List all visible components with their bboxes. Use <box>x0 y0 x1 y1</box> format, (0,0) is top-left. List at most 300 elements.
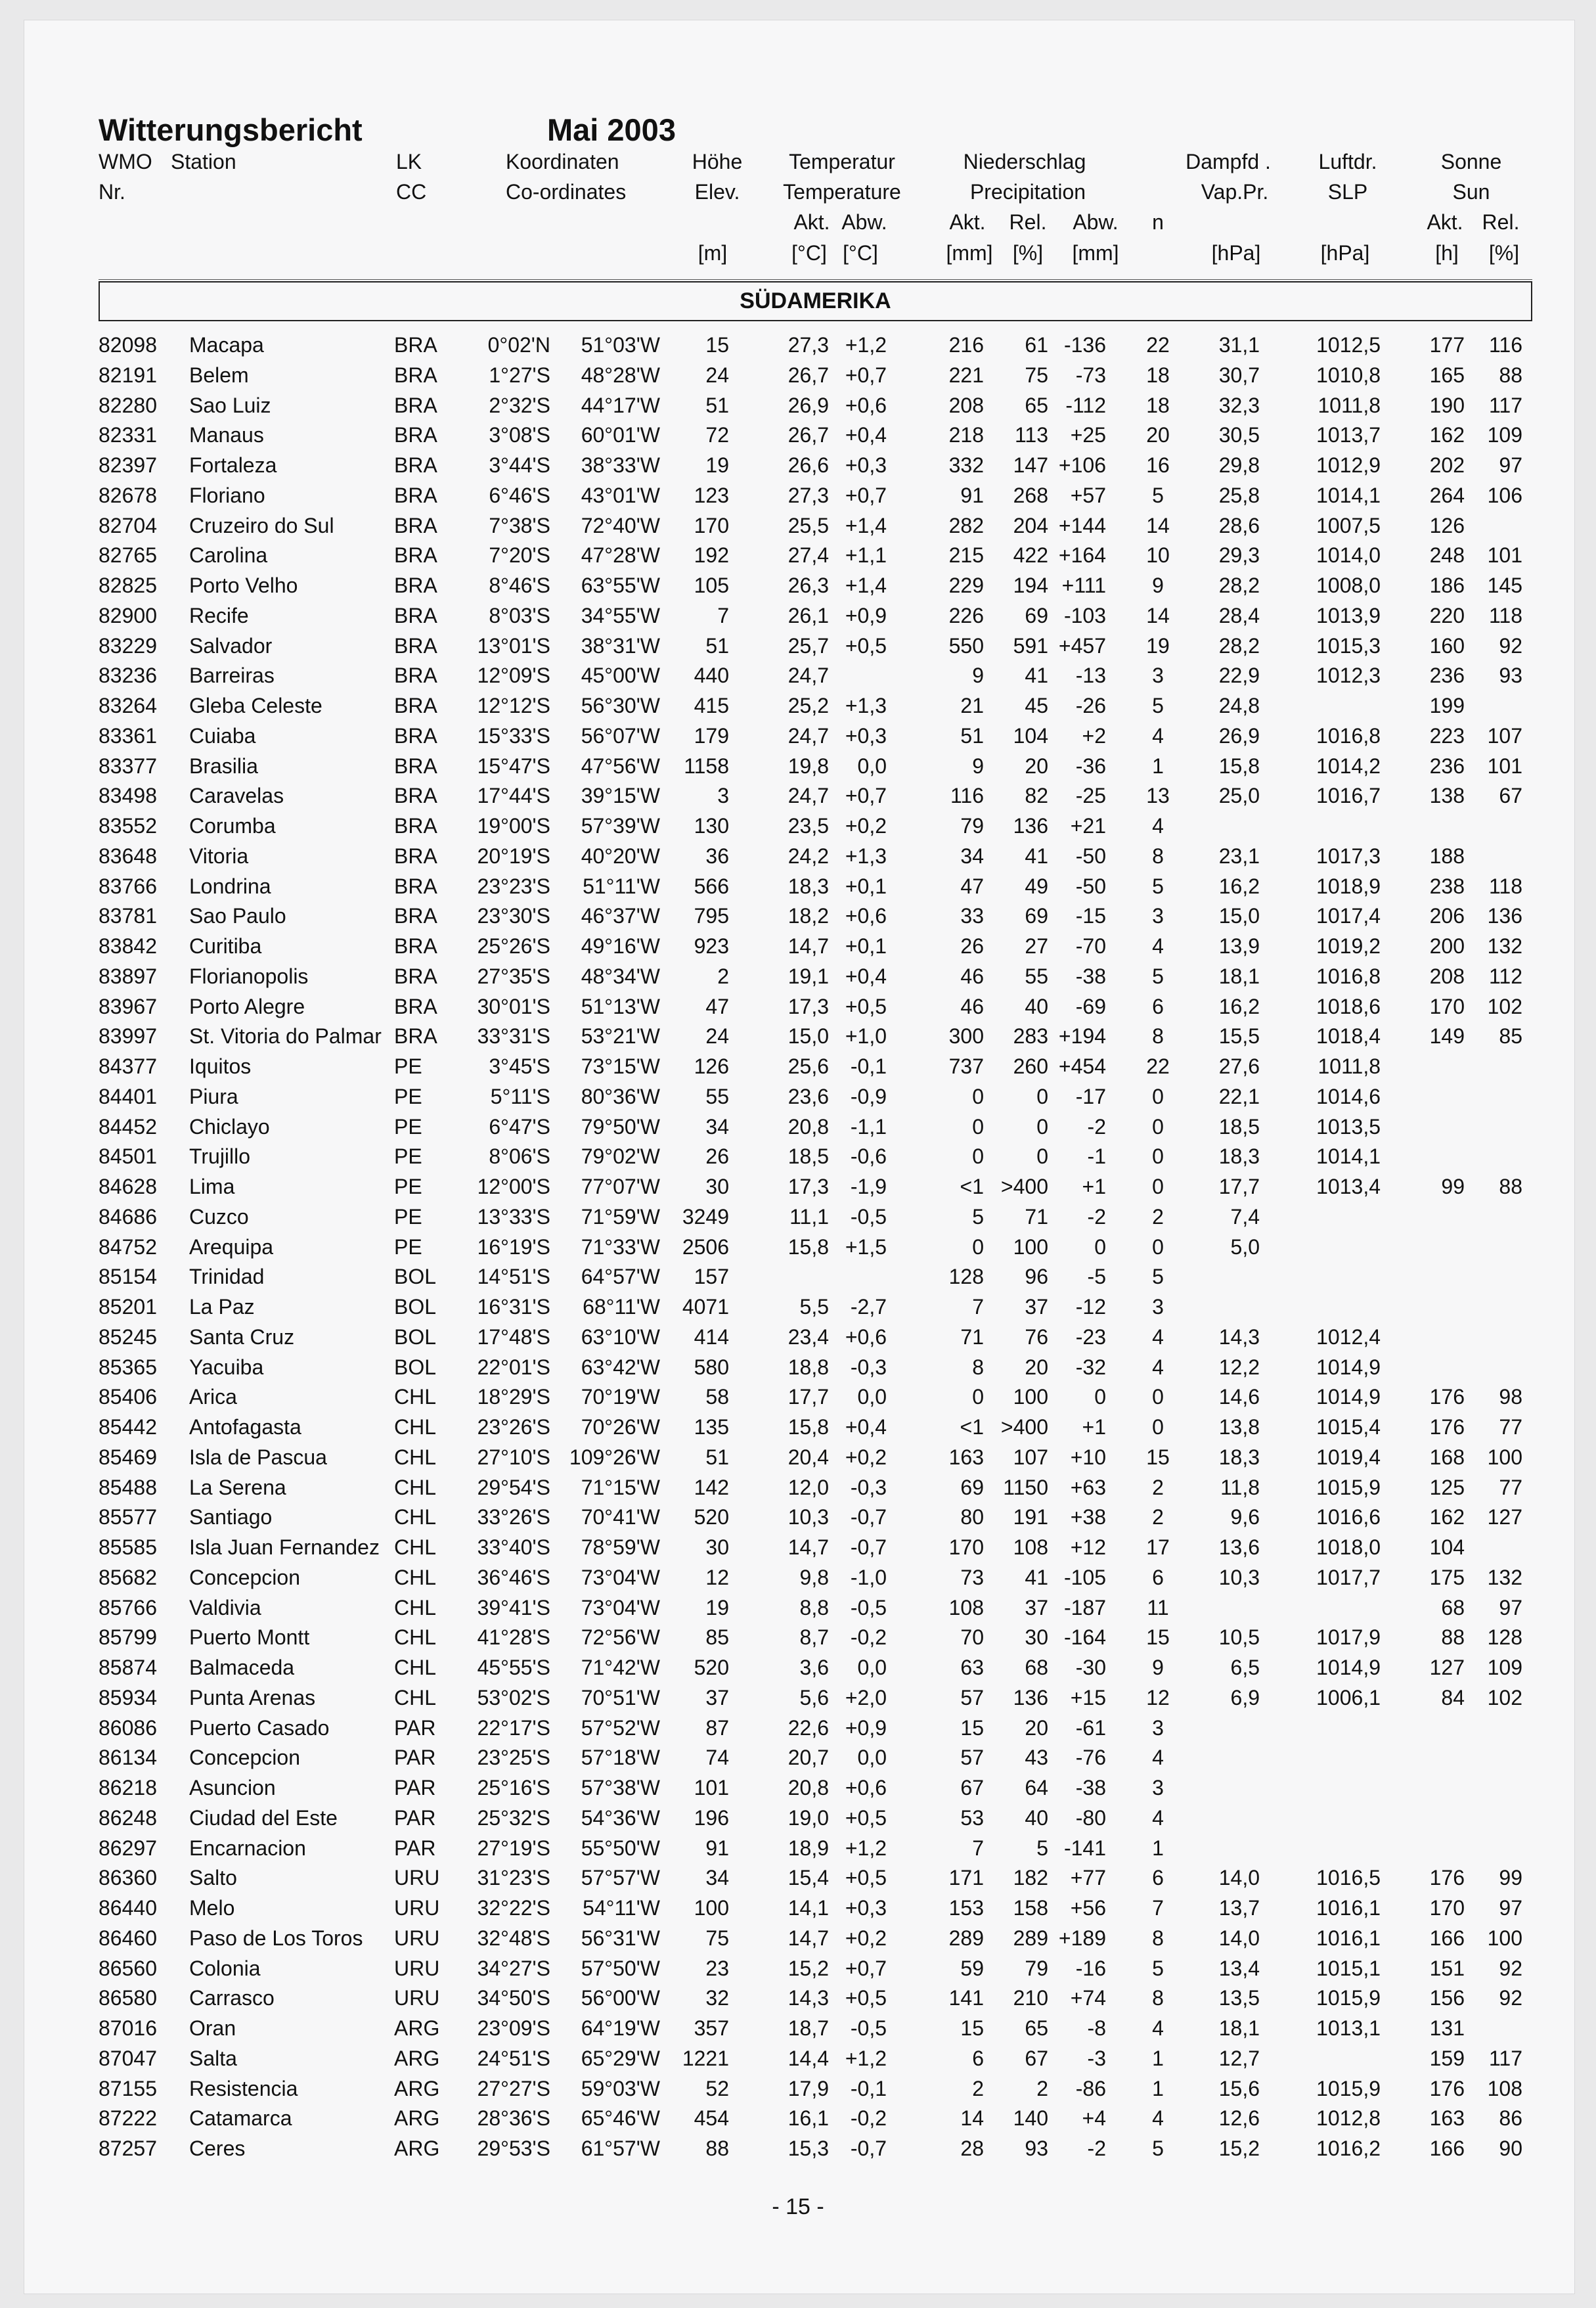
cell-country-code: BRA <box>394 603 437 627</box>
cell-sun-relative: 100 <box>1487 1445 1522 1469</box>
header-niederschlag: Niederschlag <box>963 150 1086 173</box>
cell-prec-deviation: -187 <box>1063 1595 1106 1619</box>
cell-longitude: 70°26'W <box>581 1415 660 1439</box>
cell-prec-actual: 128 <box>948 1265 984 1289</box>
cell-country-code: CHL <box>394 1595 437 1619</box>
cell-prec-relative: 194 <box>1013 574 1048 597</box>
cell-prec-relative: 76 <box>1025 1324 1048 1349</box>
cell-sun-actual: 206 <box>1429 904 1465 928</box>
cell-latitude: 33°31'S <box>477 1024 550 1049</box>
cell-wmo-number: 85766 <box>99 1595 157 1619</box>
cell-sun-relative: 97 <box>1499 1595 1522 1619</box>
cell-latitude: 23°30'S <box>477 904 550 928</box>
cell-sun-relative: 101 <box>1487 754 1522 778</box>
cell-latitude: 53°02'S <box>477 1685 550 1709</box>
cell-country-code: CHL <box>394 1415 437 1439</box>
cell-sun-relative: 100 <box>1487 1926 1522 1950</box>
cell-prec-actual: 46 <box>960 964 984 988</box>
table-row <box>0 811 1596 841</box>
cell-prec-deviation: -25 <box>1075 784 1106 808</box>
cell-prec-days: 4 <box>1152 723 1164 748</box>
cell-latitude: 3°08'S <box>489 423 550 447</box>
cell-vapour-pressure: 29,8 <box>1218 453 1260 477</box>
cell-prec-actual: 53 <box>960 1805 984 1830</box>
cell-wmo-number: 86248 <box>99 1805 157 1830</box>
cell-temp-deviation: +0,6 <box>845 393 887 417</box>
cell-vapour-pressure: 15,2 <box>1218 2137 1260 2160</box>
cell-elevation: 51 <box>705 1445 729 1469</box>
cell-vapour-pressure: 28,2 <box>1218 633 1260 658</box>
cell-wmo-number: 82397 <box>99 453 157 477</box>
cell-latitude: 17°44'S <box>477 784 550 808</box>
header-unit-h: [h] <box>1435 241 1459 265</box>
cell-temp-deviation: +0,4 <box>845 964 887 988</box>
cell-prec-relative: 20 <box>1025 754 1048 778</box>
header-dampfdruck: Dampfd . <box>1186 150 1271 173</box>
cell-prec-deviation: -2 <box>1087 2137 1106 2160</box>
table-row <box>0 1202 1596 1232</box>
cell-station-name: Porto Alegre <box>189 994 305 1018</box>
cell-station-name: Santa Cruz <box>189 1324 295 1349</box>
cell-elevation: 72 <box>705 423 729 447</box>
cell-vapour-pressure: 14,6 <box>1218 1385 1260 1409</box>
cell-sun-actual: 125 <box>1429 1475 1465 1499</box>
cell-temp-deviation: -0,1 <box>850 2076 887 2100</box>
header-nr: Nr. <box>99 180 125 204</box>
cell-latitude: 29°54'S <box>477 1475 550 1499</box>
cell-temp-actual: 24,7 <box>787 664 829 688</box>
cell-prec-deviation: +1 <box>1082 1175 1106 1198</box>
cell-latitude: 23°26'S <box>477 1415 550 1439</box>
cell-temp-deviation: -0,7 <box>850 1535 887 1559</box>
cell-elevation: 15 <box>705 333 729 357</box>
cell-longitude: 71°33'W <box>581 1234 660 1259</box>
cell-sun-actual: 220 <box>1429 603 1465 627</box>
cell-prec-days: 0 <box>1152 1415 1164 1439</box>
cell-prec-deviation: +194 <box>1058 1024 1106 1049</box>
cell-sea-level-pressure: 1014,9 <box>1316 1656 1381 1679</box>
cell-temp-deviation: +1,5 <box>845 1234 887 1259</box>
cell-sun-actual: 170 <box>1429 994 1465 1018</box>
cell-wmo-number: 86134 <box>99 1746 157 1770</box>
cell-elevation: 58 <box>705 1385 729 1409</box>
cell-prec-relative: 61 <box>1025 333 1048 357</box>
cell-prec-relative: >400 <box>1000 1415 1048 1439</box>
cell-prec-relative: 210 <box>1013 1986 1048 2010</box>
cell-prec-actual: 91 <box>960 483 984 507</box>
cell-wmo-number: 82704 <box>99 513 157 537</box>
cell-elevation: 923 <box>694 934 729 958</box>
cell-wmo-number: 85934 <box>99 1685 157 1709</box>
cell-prec-deviation: -5 <box>1087 1265 1106 1289</box>
cell-country-code: BRA <box>394 844 437 868</box>
table-row <box>0 1322 1596 1352</box>
cell-prec-actual: 170 <box>948 1535 984 1559</box>
cell-sun-relative: 145 <box>1487 574 1522 597</box>
cell-longitude: 72°56'W <box>581 1625 660 1650</box>
cell-temp-actual: 18,3 <box>787 874 829 898</box>
cell-country-code: PE <box>394 1234 422 1259</box>
cell-prec-relative: 107 <box>1013 1445 1048 1469</box>
cell-station-name: Melo <box>189 1896 235 1920</box>
cell-sun-relative: 132 <box>1487 934 1522 958</box>
cell-prec-deviation: +4 <box>1082 2106 1106 2131</box>
cell-prec-actual: 7 <box>972 1295 984 1319</box>
cell-temp-deviation: +1,0 <box>845 1024 887 1049</box>
cell-longitude: 61°57'W <box>581 2137 660 2160</box>
cell-prec-days: 5 <box>1152 694 1164 717</box>
cell-longitude: 38°33'W <box>581 453 660 477</box>
cell-vapour-pressure: 29,3 <box>1218 543 1260 568</box>
cell-prec-days: 8 <box>1152 1024 1164 1049</box>
cell-temp-actual: 17,3 <box>787 1175 829 1198</box>
cell-prec-days: 1 <box>1152 754 1164 778</box>
cell-vapour-pressure: 28,2 <box>1218 574 1260 597</box>
cell-prec-days: 3 <box>1152 1295 1164 1319</box>
cell-wmo-number: 83897 <box>99 964 157 988</box>
cell-station-name: Floriano <box>189 483 265 507</box>
cell-longitude: 68°11'W <box>583 1295 660 1319</box>
cell-temp-actual: 24,7 <box>787 784 829 808</box>
cell-wmo-number: 82825 <box>99 574 157 597</box>
cell-temp-actual: 14,3 <box>787 1986 829 2010</box>
cell-prec-deviation: +2 <box>1082 723 1106 748</box>
cell-prec-days: 4 <box>1152 1355 1164 1379</box>
cell-latitude: 6°47'S <box>489 1114 550 1139</box>
cell-longitude: 70°41'W <box>581 1505 660 1529</box>
cell-vapour-pressure: 6,9 <box>1230 1685 1260 1709</box>
cell-country-code: CHL <box>394 1475 437 1499</box>
cell-wmo-number: 83997 <box>99 1024 157 1049</box>
cell-wmo-number: 86297 <box>99 1836 157 1860</box>
cell-prec-days: 5 <box>1152 2137 1164 2160</box>
cell-sun-actual: 126 <box>1429 513 1465 537</box>
cell-prec-relative: 68 <box>1025 1656 1048 1679</box>
table-row <box>0 751 1596 781</box>
cell-country-code: PE <box>394 1114 422 1139</box>
cell-elevation: 415 <box>694 694 729 717</box>
cell-latitude: 2°32'S <box>489 393 550 417</box>
table-row <box>0 1141 1596 1171</box>
cell-country-code: BOL <box>394 1355 437 1379</box>
cell-longitude: 65°46'W <box>581 2106 660 2131</box>
cell-station-name: Arica <box>189 1385 237 1409</box>
cell-vapour-pressure: 13,6 <box>1218 1535 1260 1559</box>
cell-country-code: PE <box>394 1204 422 1229</box>
cell-country-code: CHL <box>394 1625 437 1650</box>
cell-prec-actual: 15 <box>960 2016 984 2040</box>
table-row <box>0 2043 1596 2073</box>
cell-wmo-number: 83264 <box>99 694 157 717</box>
header-unit-hpa1: [hPa] <box>1211 241 1261 265</box>
cell-prec-days: 22 <box>1146 1054 1170 1078</box>
cell-prec-actual: 108 <box>948 1595 984 1619</box>
cell-prec-deviation: -16 <box>1075 1956 1106 1980</box>
cell-prec-days: 15 <box>1146 1625 1170 1650</box>
table-row <box>0 1803 1596 1833</box>
cell-elevation: 91 <box>705 1836 729 1860</box>
cell-latitude: 36°46'S <box>477 1565 550 1589</box>
cell-wmo-number: 83361 <box>99 723 157 748</box>
cell-vapour-pressure: 27,6 <box>1218 1054 1260 1078</box>
cell-prec-days: 5 <box>1152 1265 1164 1289</box>
cell-sea-level-pressure: 1016,6 <box>1316 1505 1381 1529</box>
cell-country-code: BRA <box>394 694 437 717</box>
cell-temp-actual: 26,1 <box>787 603 829 627</box>
cell-temp-deviation: +0,7 <box>845 363 887 387</box>
cell-sun-actual: 160 <box>1429 633 1465 658</box>
cell-longitude: 43°01'W <box>581 483 660 507</box>
cell-sun-actual: 166 <box>1429 1926 1465 1950</box>
cell-temp-deviation: +0,2 <box>845 1445 887 1469</box>
cell-prec-days: 2 <box>1152 1204 1164 1229</box>
cell-elevation: 30 <box>705 1535 729 1559</box>
cell-elevation: 74 <box>705 1746 729 1770</box>
cell-country-code: BOL <box>394 1265 437 1289</box>
cell-vapour-pressure: 15,6 <box>1218 2076 1260 2100</box>
cell-sea-level-pressure: 1013,5 <box>1316 1114 1381 1139</box>
cell-wmo-number: 85585 <box>99 1535 157 1559</box>
cell-latitude: 1°27'S <box>489 363 550 387</box>
cell-temp-deviation: -0,2 <box>850 1625 887 1650</box>
cell-sun-relative: 107 <box>1487 723 1522 748</box>
cell-elevation: 51 <box>705 633 729 658</box>
cell-station-name: Porto Velho <box>189 574 298 597</box>
cell-station-name: Colonia <box>189 1956 261 1980</box>
cell-prec-deviation: -80 <box>1075 1805 1106 1830</box>
cell-prec-deviation: +189 <box>1058 1926 1106 1950</box>
header-prec-n: n <box>1152 210 1164 234</box>
cell-prec-relative: 108 <box>1013 1535 1048 1559</box>
cell-prec-relative: 30 <box>1025 1625 1048 1650</box>
region-label: SÜDAMERIKA <box>740 288 891 313</box>
cell-sun-actual: 104 <box>1429 1535 1465 1559</box>
cell-sea-level-pressure: 1016,8 <box>1316 964 1381 988</box>
cell-temp-deviation: +0,4 <box>845 423 887 447</box>
cell-country-code: BRA <box>394 393 437 417</box>
cell-prec-actual: 737 <box>948 1054 984 1078</box>
cell-latitude: 41°28'S <box>477 1625 550 1650</box>
cell-sea-level-pressure: 1013,7 <box>1316 423 1381 447</box>
cell-vapour-pressure: 13,8 <box>1218 1415 1260 1439</box>
cell-sun-actual: 177 <box>1429 333 1465 357</box>
cell-prec-relative: 67 <box>1025 2046 1048 2070</box>
cell-temp-deviation: +1,2 <box>845 2046 887 2070</box>
cell-sun-actual: 170 <box>1429 1896 1465 1920</box>
cell-prec-relative: 79 <box>1025 1956 1048 1980</box>
cell-temp-deviation: -0,3 <box>850 1355 887 1379</box>
cell-station-name: Paso de Los Toros <box>189 1926 363 1950</box>
cell-prec-actual: 80 <box>960 1505 984 1529</box>
cell-station-name: Concepcion <box>189 1746 300 1770</box>
cell-sun-actual: 236 <box>1429 664 1465 688</box>
cell-station-name: Iquitos <box>189 1054 252 1078</box>
cell-prec-actual: 59 <box>960 1956 984 1980</box>
cell-prec-deviation: +111 <box>1061 574 1106 597</box>
cell-station-name: Macapa <box>189 333 264 357</box>
table-row <box>0 570 1596 600</box>
cell-prec-days: 19 <box>1146 633 1170 658</box>
cell-temp-actual: 19,0 <box>787 1805 829 1830</box>
cell-station-name: Chiclayo <box>189 1114 270 1139</box>
cell-elevation: 34 <box>705 1866 729 1890</box>
cell-station-name: Piura <box>189 1084 238 1108</box>
cell-temp-actual: 15,8 <box>787 1415 829 1439</box>
cell-prec-deviation: +21 <box>1070 814 1106 838</box>
cell-country-code: BRA <box>394 483 437 507</box>
cell-country-code: BRA <box>394 513 437 537</box>
cell-sea-level-pressure: 1018,9 <box>1316 874 1381 898</box>
cell-prec-actual: 0 <box>972 1234 984 1259</box>
cell-sea-level-pressure: 1015,9 <box>1316 1986 1381 2010</box>
cell-temp-actual: 17,9 <box>787 2076 829 2100</box>
cell-country-code: CHL <box>394 1565 437 1589</box>
cell-latitude: 3°45'S <box>489 1054 550 1078</box>
table-row <box>0 600 1596 631</box>
table-row <box>0 1713 1596 1743</box>
cell-prec-actual: 71 <box>960 1324 984 1349</box>
table-row <box>0 1923 1596 1953</box>
cell-wmo-number: 84401 <box>99 1084 157 1108</box>
cell-vapour-pressure: 13,7 <box>1218 1896 1260 1920</box>
cell-country-code: PAR <box>394 1746 436 1770</box>
table-row <box>0 1742 1596 1773</box>
cell-prec-deviation: -69 <box>1075 994 1106 1018</box>
cell-sun-actual: 165 <box>1429 363 1465 387</box>
cell-temp-deviation: -0,5 <box>850 2016 887 2040</box>
cell-sea-level-pressure: 1012,5 <box>1316 333 1381 357</box>
cell-elevation: 23 <box>705 1956 729 1980</box>
cell-wmo-number: 82280 <box>99 393 157 417</box>
cell-sun-relative: 98 <box>1499 1385 1522 1409</box>
cell-prec-actual: <1 <box>960 1175 984 1198</box>
table-row <box>0 841 1596 871</box>
cell-temp-deviation: 0,0 <box>857 1656 887 1679</box>
cell-longitude: 59°03'W <box>581 2076 660 2100</box>
cell-prec-days: 13 <box>1146 784 1170 808</box>
cell-wmo-number: 83229 <box>99 633 157 658</box>
cell-prec-days: 4 <box>1152 934 1164 958</box>
cell-country-code: BRA <box>394 574 437 597</box>
cell-country-code: CHL <box>394 1505 437 1529</box>
cell-sea-level-pressure: 1012,3 <box>1316 664 1381 688</box>
cell-prec-relative: 2 <box>1036 2076 1048 2100</box>
table-row <box>0 721 1596 751</box>
cell-prec-deviation: -30 <box>1075 1656 1106 1679</box>
cell-station-name: Gleba Celeste <box>189 694 322 717</box>
cell-temp-actual: 23,6 <box>787 1084 829 1108</box>
cell-prec-relative: 96 <box>1025 1265 1048 1289</box>
cell-prec-deviation: +74 <box>1070 1986 1106 2010</box>
cell-longitude: 57°50'W <box>581 1956 660 1980</box>
cell-station-name: Cruzeiro do Sul <box>189 513 334 537</box>
cell-wmo-number: 84628 <box>99 1175 157 1198</box>
cell-longitude: 60°01'W <box>581 423 660 447</box>
cell-elevation: 3249 <box>682 1204 729 1229</box>
cell-longitude: 78°59'W <box>581 1535 660 1559</box>
cell-prec-relative: 100 <box>1013 1385 1048 1409</box>
cell-sun-actual: 175 <box>1429 1565 1465 1589</box>
cell-prec-actual: 79 <box>960 814 984 838</box>
cell-vapour-pressure: 7,4 <box>1230 1204 1260 1229</box>
cell-wmo-number: 87016 <box>99 2016 157 2040</box>
cell-prec-actual: 550 <box>948 633 984 658</box>
cell-temp-actual: 9,8 <box>799 1565 829 1589</box>
table-row <box>0 1232 1596 1262</box>
table-row <box>0 1683 1596 1713</box>
cell-sea-level-pressure: 1017,4 <box>1316 904 1381 928</box>
header-temperatur: Temperatur <box>789 150 895 173</box>
cell-prec-deviation: -105 <box>1063 1565 1106 1589</box>
cell-elevation: 37 <box>705 1685 729 1709</box>
cell-temp-deviation: +0,5 <box>845 633 887 658</box>
cell-prec-days: 6 <box>1152 1565 1164 1589</box>
cell-station-name: Sao Paulo <box>189 904 286 928</box>
cell-station-name: Salvador <box>189 633 273 658</box>
cell-longitude: 57°39'W <box>581 814 660 838</box>
cell-country-code: BRA <box>394 934 437 958</box>
cell-latitude: 7°38'S <box>489 513 550 537</box>
cell-temp-deviation: -0,5 <box>850 1595 887 1619</box>
cell-prec-relative: 113 <box>1014 423 1048 447</box>
cell-elevation: 157 <box>694 1265 729 1289</box>
cell-elevation: 52 <box>705 2076 729 2100</box>
cell-prec-actual: 57 <box>960 1685 984 1709</box>
cell-prec-relative: 69 <box>1025 904 1048 928</box>
cell-prec-relative: 43 <box>1025 1746 1048 1770</box>
cell-prec-actual: 67 <box>960 1776 984 1799</box>
cell-elevation: 24 <box>705 363 729 387</box>
cell-sun-actual: 202 <box>1429 453 1465 477</box>
cell-country-code: CHL <box>394 1535 437 1559</box>
cell-prec-relative: 5 <box>1036 1836 1048 1860</box>
cell-elevation: 580 <box>694 1355 729 1379</box>
cell-station-name: Salto <box>189 1866 237 1890</box>
cell-sun-relative: 117 <box>1488 393 1522 417</box>
cell-sea-level-pressure: 1018,0 <box>1316 1535 1381 1559</box>
cell-longitude: 73°04'W <box>581 1595 660 1619</box>
cell-station-name: Resistencia <box>189 2076 298 2100</box>
cell-temp-deviation: +0,6 <box>845 1324 887 1349</box>
cell-station-name: Trinidad <box>189 1265 265 1289</box>
cell-sea-level-pressure: 1018,4 <box>1316 1024 1381 1049</box>
cell-sun-relative: 86 <box>1499 2106 1522 2131</box>
cell-temp-deviation: +0,4 <box>845 1415 887 1439</box>
cell-longitude: 51°11'W <box>583 874 660 898</box>
cell-longitude: 77°07'W <box>581 1175 660 1198</box>
cell-prec-days: 3 <box>1152 1776 1164 1799</box>
table-row <box>0 510 1596 541</box>
cell-wmo-number: 85874 <box>99 1656 157 1679</box>
cell-country-code: CHL <box>394 1656 437 1679</box>
cell-temp-actual: 19,1 <box>787 964 829 988</box>
cell-wmo-number: 86580 <box>99 1986 157 2010</box>
cell-prec-days: 10 <box>1146 543 1170 568</box>
cell-sea-level-pressure: 1014,0 <box>1316 543 1381 568</box>
cell-prec-days: 4 <box>1152 1324 1164 1349</box>
table-row <box>0 1893 1596 1923</box>
cell-station-name: Oran <box>189 2016 236 2040</box>
cell-country-code: CHL <box>394 1445 437 1469</box>
cell-temp-actual: 20,8 <box>787 1776 829 1799</box>
cell-prec-days: 0 <box>1152 1114 1164 1139</box>
cell-station-name: Barreiras <box>189 664 275 688</box>
cell-station-name: Concepcion <box>189 1565 300 1589</box>
cell-prec-deviation: +457 <box>1058 633 1106 658</box>
cell-station-name: Carolina <box>189 543 268 568</box>
cell-vapour-pressure: 18,5 <box>1218 1114 1260 1139</box>
header-cc: CC <box>396 180 427 204</box>
